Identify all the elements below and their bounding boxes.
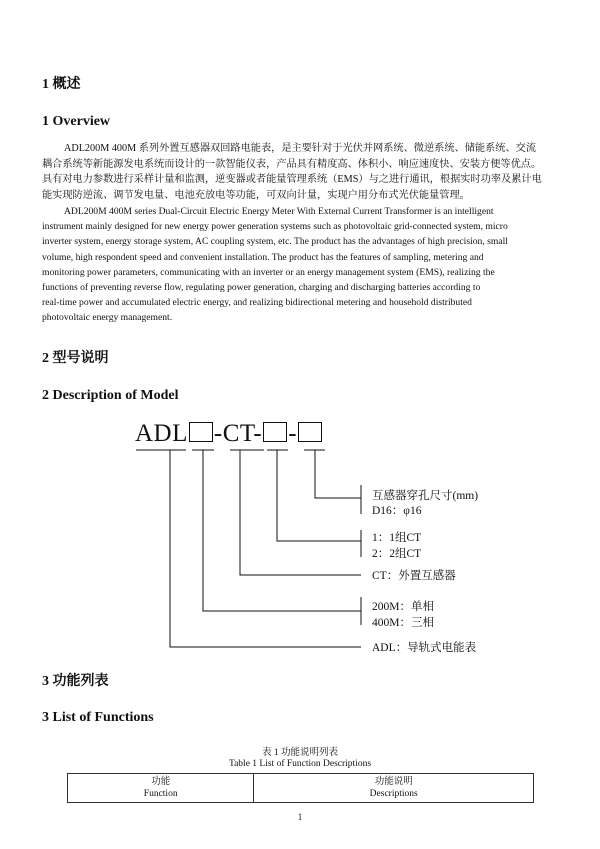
header-descriptions-en: Descriptions (369, 789, 418, 799)
overview-en-line: photovoltaic energy management. (42, 312, 173, 324)
function-table (67, 773, 534, 803)
label-ct2: 2：2组CT (372, 548, 422, 560)
section-1-heading-cn: 1 概述 (42, 77, 81, 92)
model-code-mid: -CT- (213, 420, 263, 447)
overview-en-line: functions of preventing reverse flow, regulating power generation, charging and discharging batteries according to (42, 282, 481, 294)
overview-paragraph-en (42, 204, 558, 326)
overview-cn-line: ADL200M 400M 系列外置互感器双回路电能表，是主要针对于光伏并网系统、微逆系统、储能系统、交流 (64, 143, 537, 154)
section-1-heading-en: 1 Overview (42, 114, 111, 129)
overview-en-line: monitoring power parameters, communicating with an inverter or an energy management system (EMS), realizing the (42, 266, 495, 278)
overview-en-line: volume, high respondent speed and convenient installation. The product has the features of sampling, metering and (42, 251, 484, 263)
table-header-descriptions (254, 774, 534, 803)
label-hole-size: 互感器穿孔尺寸(mm) (372, 490, 479, 502)
overview-en-line: real-time power and accumulated electric energy, and realizing bidirectional metering and household distributed (42, 297, 472, 309)
label-ct-external: CT：外置互感器 (372, 570, 456, 582)
label-400m: 400M：三相 (372, 617, 434, 629)
model-code (135, 420, 323, 448)
header-function-cn: 功能 (151, 777, 171, 787)
section-3-heading-en: 3 List of Functions (42, 710, 154, 725)
overview-en-line: instrument mainly designed for new energy power generation systems such as photovoltaic grid-connected system, micro (42, 221, 508, 233)
label-ct1: 1：1组CT (372, 532, 422, 544)
label-adl: ADL：导轨式电能表 (372, 642, 477, 654)
model-code-dash: - (288, 420, 298, 447)
page-number: 1 (297, 812, 303, 822)
label-hole-d16: D16：φ16 (372, 505, 422, 517)
overview-en-line: inverter system, energy storage system, AC coupling system, etc. The product has the advantages of high precision, small (42, 236, 508, 248)
header-function-en: Function (143, 789, 178, 799)
model-code-box-series (189, 422, 213, 442)
overview-cn-line: 能实现防逆流、调节发电量、电池充放电等功能，可双向计量，实现户用分布式光伏能量管理。 (42, 189, 470, 201)
section-2-heading-cn: 2 型号说明 (42, 351, 109, 366)
model-code-box-hole-size (298, 422, 322, 442)
model-code-prefix: ADL (135, 420, 188, 447)
overview-cn-line: 耦合系统等新能源发电系统而设计的一款智能仪表，产品具有精度高、体积小、响应速度快、安装方便等优点。 (42, 158, 542, 170)
model-code-box-ct-count (263, 422, 287, 442)
overview-paragraph-cn (42, 141, 558, 203)
header-descriptions-cn: 功能说明 (374, 777, 413, 787)
overview-cn-line: 具有对电力参数进行采样计量和监测，逆变器或者能量管理系统（EMS）与之进行通讯，根据实时功率及累计电 (42, 174, 542, 185)
table-caption-cn: 表 1 功能说明列表 (261, 748, 338, 758)
overview-en-line: ADL200M 400M series Dual-Circuit Electric Energy Meter With External Current Transformer is an intelligent (64, 206, 494, 217)
label-200m: 200M：单相 (372, 601, 434, 613)
section-3-heading-cn: 3 功能列表 (42, 674, 109, 689)
section-2-heading-en: 2 Description of Model (42, 388, 179, 403)
table-header-function (68, 774, 254, 803)
table-header-row (68, 774, 534, 803)
table-caption-en: Table 1 List of Function Descriptions (228, 759, 372, 769)
